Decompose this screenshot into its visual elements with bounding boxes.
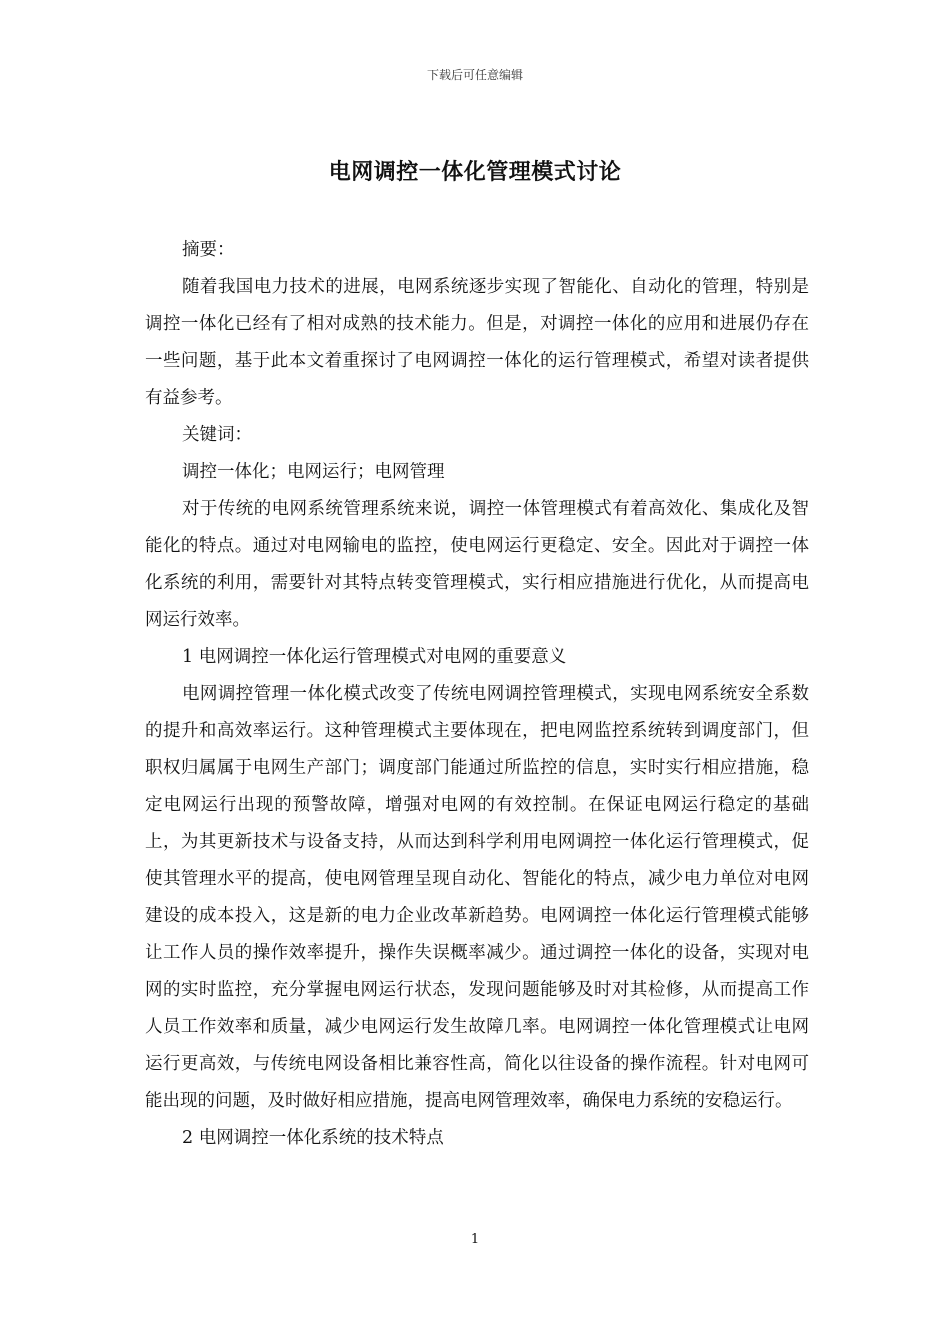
document-title: 电网调控一体化管理模式讨论	[328, 159, 622, 185]
keywords-list: 调控一体化；电网运行；电网管理	[182, 462, 445, 482]
document-body	[145, 232, 809, 1157]
page-number: 1	[470, 1232, 480, 1247]
page-header: 下载后可任意编辑	[426, 68, 523, 82]
section-1-heading: 1 电网调控一体化运行管理模式对电网的重要意义	[182, 647, 567, 667]
abstract-label: 摘要：	[182, 240, 235, 260]
intro-paragraph: 对于传统的电网系统管理系统来说，调控一体管理模式有着高效化、集成化及智能化的特点。通过对电网输电的监控，使电网运行更稳定、安全。因此对于调控一体化系统的利用，需要针对其特点转变管理模式，实行相应措施进行优化，从而提高电网运行效率。	[145, 499, 809, 630]
abstract-paragraph: 随着我国电力技术的进展，电网系统逐步实现了智能化、自动化的管理，特别是调控一体化已经有了相对成熟的技术能力。但是，对调控一体化的应用和进展仍存在一些问题，基于此本文着重探讨了电网调控一体化的运行管理模式，希望对读者提供有益参考。	[145, 277, 809, 408]
keywords-label: 关键词：	[182, 425, 252, 445]
section-2-heading: 2 电网调控一体化系统的技术特点	[182, 1128, 444, 1148]
section-1-paragraph: 电网调控管理一体化模式改变了传统电网调控管理模式，实现电网系统安全系数的提升和高效率运行。这种管理模式主要体现在，把电网监控系统转到调度部门，但职权归属属于电网生产部门；调度部门能通过所监控的信息，实时实行相应措施，稳定电网运行出现的预警故障，增强对电网的有效控制。在保证电网运行稳定的基础上，为其更新技术与设备支持，从而达到科学利用电网调控一体化运行管理模式，促使其管理水平的提高，使电网管理呈现自动化、智能化的特点，减少电力单位对电网建设的成本投入，这是新的电力企业改革新趋势。电网调控一体化运行管理模式能够让工作人员的操作效率提升，操作失误概率减少。通过调控一体化的设备，实现对电网的实时监控，充分掌握电网运行状态，发现问题能够及时对其检修，从而提高工作人员工作效率和质量，减少电网运行发生故障几率。电网调控一体化管理模式让电网运行更高效，与传统电网设备相比兼容性高，简化以往设备的操作流程。针对电网可能出现的问题，及时做好相应措施，提高电网管理效率，确保电力系统的安稳运行。	[145, 684, 809, 1111]
